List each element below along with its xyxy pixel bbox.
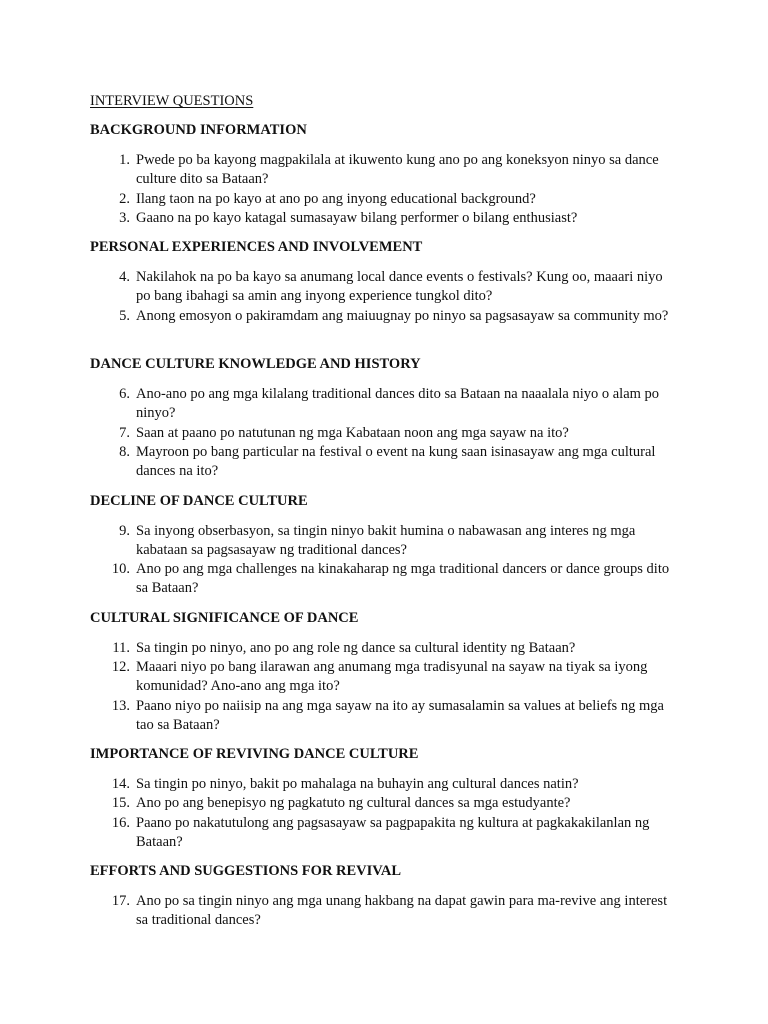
question-text: Ano-ano po ang mga kilalang traditional dances dito sa Bataan na naaalala niyo o alam po ninyo? bbox=[136, 386, 660, 422]
question-item bbox=[100, 307, 680, 326]
section-heading-dance-culture-knowledge: DANCE CULTURE KNOWLEDGE AND HISTORY bbox=[90, 356, 421, 372]
section-heading-decline: DECLINE OF DANCE CULTURE bbox=[90, 493, 308, 509]
question-item bbox=[100, 268, 680, 307]
question-text: Saan at paano po natutunan ng mga Kabataan noon ang mga sayaw na ito? bbox=[136, 425, 569, 441]
question-number: 16. bbox=[111, 815, 130, 831]
question-item bbox=[100, 560, 680, 599]
question-text: Sa inyong obserbasyon, sa tingin ninyo bakit humina o nabawasan ang interes ng mga kabataan sa pagsasayaw ng traditional dances? bbox=[136, 523, 636, 559]
question-item bbox=[100, 775, 680, 794]
question-item bbox=[100, 209, 680, 228]
question-text: Paano niyo po naiisip na ang mga sayaw na ito ay sumasalamin sa values at beliefs ng mga tao sa Bataan? bbox=[136, 698, 664, 734]
question-number: 7. bbox=[119, 425, 130, 441]
question-number: 5. bbox=[119, 308, 130, 324]
section-heading-personal-experiences: PERSONAL EXPERIENCES AND INVOLVEMENT bbox=[90, 239, 423, 255]
question-number: 14. bbox=[111, 776, 130, 792]
question-number: 17. bbox=[111, 893, 130, 909]
question-number: 1. bbox=[119, 152, 130, 168]
question-number: 2. bbox=[119, 191, 130, 207]
question-item bbox=[100, 151, 680, 190]
question-text: Nakilahok na po ba kayo sa anumang local dance events o festivals? Kung oo, maaari niyo po bang ibahagi sa amin ang inyong experience tungkol dito? bbox=[136, 269, 663, 305]
question-number: 9. bbox=[119, 523, 130, 539]
question-number: 3. bbox=[119, 210, 130, 226]
section-heading-importance-reviving: IMPORTANCE OF REVIVING DANCE CULTURE bbox=[90, 746, 419, 762]
question-item bbox=[100, 639, 680, 658]
question-item bbox=[100, 443, 680, 482]
question-text: Ano po sa tingin ninyo ang mga unang hakbang na dapat gawin para ma-revive ang interest sa traditional dances? bbox=[136, 893, 668, 929]
question-number: 6. bbox=[119, 386, 130, 402]
question-item bbox=[100, 658, 680, 697]
question-number: 4. bbox=[119, 269, 130, 285]
question-number: 8. bbox=[119, 444, 130, 460]
question-text: Ano po ang mga challenges na kinakaharap ng mga traditional dancers or dance groups dito sa Bataan? bbox=[136, 561, 670, 597]
question-number: 10. bbox=[111, 561, 130, 577]
question-item bbox=[100, 697, 680, 736]
document-title: INTERVIEW QUESTIONS bbox=[90, 93, 254, 109]
question-item bbox=[100, 190, 680, 209]
section-heading-cultural-significance: CULTURAL SIGNIFICANCE OF DANCE bbox=[90, 610, 359, 626]
question-text: Paano po nakatutulong ang pagsasayaw sa pagpapakita ng kultura at pagkakakilanlan ng Bataan? bbox=[136, 815, 650, 851]
question-text: Sa tingin po ninyo, bakit po mahalaga na buhayin ang cultural dances natin? bbox=[136, 776, 579, 792]
question-item bbox=[100, 794, 680, 813]
question-text: Anong emosyon o pakiramdam ang maiuugnay po ninyo sa pagsasayaw sa community mo? bbox=[136, 308, 669, 324]
question-text: Gaano na po kayo katagal sumasayaw bilang performer o bilang enthusiast? bbox=[136, 210, 578, 226]
question-item bbox=[100, 385, 680, 424]
question-number: 13. bbox=[111, 698, 130, 714]
section-heading-efforts-suggestions: EFFORTS AND SUGGESTIONS FOR REVIVAL bbox=[90, 863, 402, 879]
question-number: 12. bbox=[111, 659, 130, 675]
question-item bbox=[100, 814, 680, 853]
question-number: 15. bbox=[111, 795, 130, 811]
question-item bbox=[100, 522, 680, 561]
question-text: Ilang taon na po kayo at ano po ang inyong educational background? bbox=[136, 191, 536, 207]
question-text: Maaari niyo po bang ilarawan ang anumang mga tradisyunal na sayaw na tiyak sa iyong komunidad? Ano-ano ang mga ito? bbox=[136, 659, 648, 695]
question-text: Pwede po ba kayong magpakilala at ikuwento kung ano po ang koneksyon ninyo sa dance culture dito sa Bataan? bbox=[136, 152, 659, 188]
question-text: Ano po ang benepisyo ng pagkatuto ng cultural dances sa mga estudyante? bbox=[136, 795, 571, 811]
question-item bbox=[100, 424, 680, 443]
question-number: 11. bbox=[112, 640, 130, 656]
question-item bbox=[100, 892, 680, 931]
question-text: Sa tingin po ninyo, ano po ang role ng dance sa cultural identity ng Bataan? bbox=[136, 640, 576, 656]
question-text: Mayroon po bang particular na festival o event na kung saan isinasayaw ang mga cultural dances na ito? bbox=[136, 444, 656, 480]
section-heading-background: BACKGROUND INFORMATION bbox=[90, 122, 307, 138]
